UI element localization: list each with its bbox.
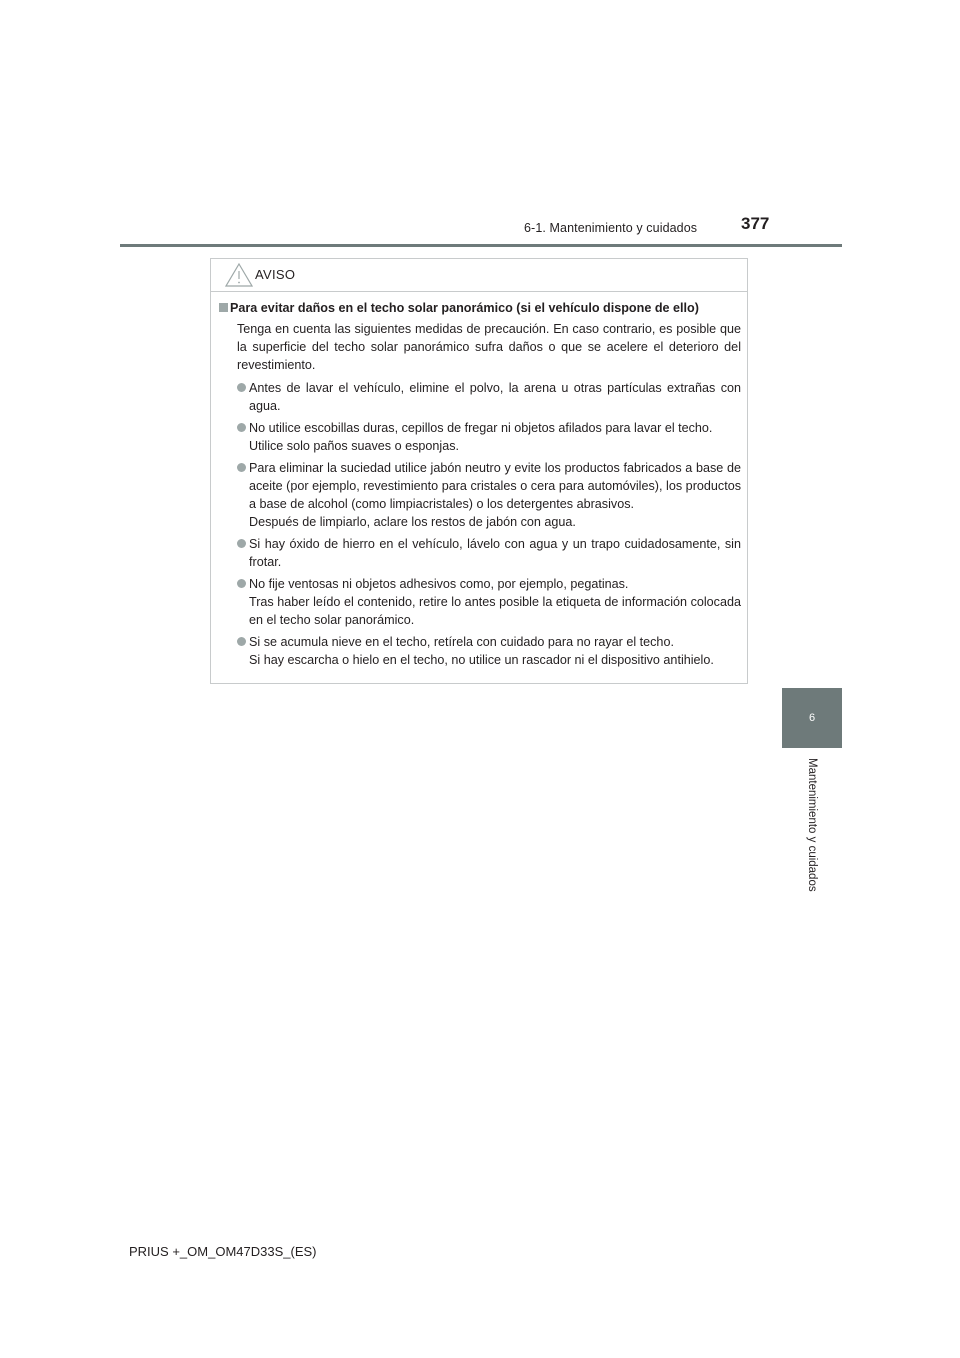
list-item-line: Para eliminar la suciedad utilice jabón neutro y evite los productos fabricados a base de aceite (por ejemplo, revestimiento para cristales o cera para automóviles), los productos a base de alcohol (como limpiacristales) o los detergentes abrasivos. (249, 461, 741, 511)
list-item-line: No utilice escobillas duras, cepillos de fregar ni objetos afilados para lavar el techo. (249, 421, 713, 435)
chapter-label-container (752, 758, 872, 908)
circle-bullet-icon (237, 539, 246, 548)
warning-title: AVISO (255, 267, 296, 282)
list-item (219, 459, 741, 531)
warning-header (211, 259, 747, 292)
warning-list (219, 379, 741, 669)
warning-triangle-icon (225, 263, 253, 287)
chapter-number: 6 (808, 712, 816, 724)
square-bullet-icon (219, 303, 228, 312)
list-item-line: Si se acumula nieve en el techo, retírela con cuidado para no rayar el techo. (249, 635, 674, 649)
warning-intro: Tenga en cuenta las siguientes medidas de precaución. En caso contrario, es posible que la superficie del techo solar panorámico sufra daños o que se acelere el deterioro del revestimiento. (237, 322, 741, 372)
list-item-line: Utilice solo paños suaves o esponjas. (249, 439, 460, 453)
list-item (219, 535, 741, 571)
warning-subheading (219, 299, 741, 317)
circle-bullet-icon (237, 423, 246, 432)
list-item (219, 419, 741, 455)
list-item (219, 575, 741, 629)
list-item-line: Antes de lavar el vehículo, elimine el polvo, la arena u otras partículas extrañas con agua. (249, 381, 741, 413)
circle-bullet-icon (237, 463, 246, 472)
circle-bullet-icon (237, 637, 246, 646)
warning-body (211, 299, 747, 673)
document-code: PRIUS +_OM_OM47D33S_(ES) (129, 1244, 317, 1259)
header-divider (120, 244, 842, 247)
chapter-label: Mantenimiento y cuidados (806, 758, 818, 892)
warning-box (210, 258, 748, 684)
page-number: 377 (741, 214, 770, 233)
circle-bullet-icon (237, 579, 246, 588)
list-item-line: Si hay escarcha o hielo en el techo, no utilice un rascador ni el dispositivo antihielo. (249, 653, 714, 667)
list-item-line: Tras haber leído el contenido, retire lo antes posible la etiqueta de información colocada en el techo solar panorámico. (249, 595, 741, 627)
list-item (219, 379, 741, 415)
chapter-tab (782, 688, 842, 748)
list-item (219, 633, 741, 669)
list-item-line: Después de limpiarlo, aclare los restos de jabón con agua. (249, 515, 576, 529)
list-item-line: No fije ventosas ni objetos adhesivos como, por ejemplo, pegatinas. (249, 577, 629, 591)
list-item-line: Si hay óxido de hierro en el vehículo, lávelo con agua y un trapo cuidadosamente, sin frotar. (249, 537, 741, 569)
circle-bullet-icon (237, 383, 246, 392)
warning-subheading-text: Para evitar daños en el techo solar panorámico (si el vehículo dispone de ello) (230, 301, 699, 315)
section-title: 6-1. Mantenimiento y cuidados (524, 221, 698, 235)
